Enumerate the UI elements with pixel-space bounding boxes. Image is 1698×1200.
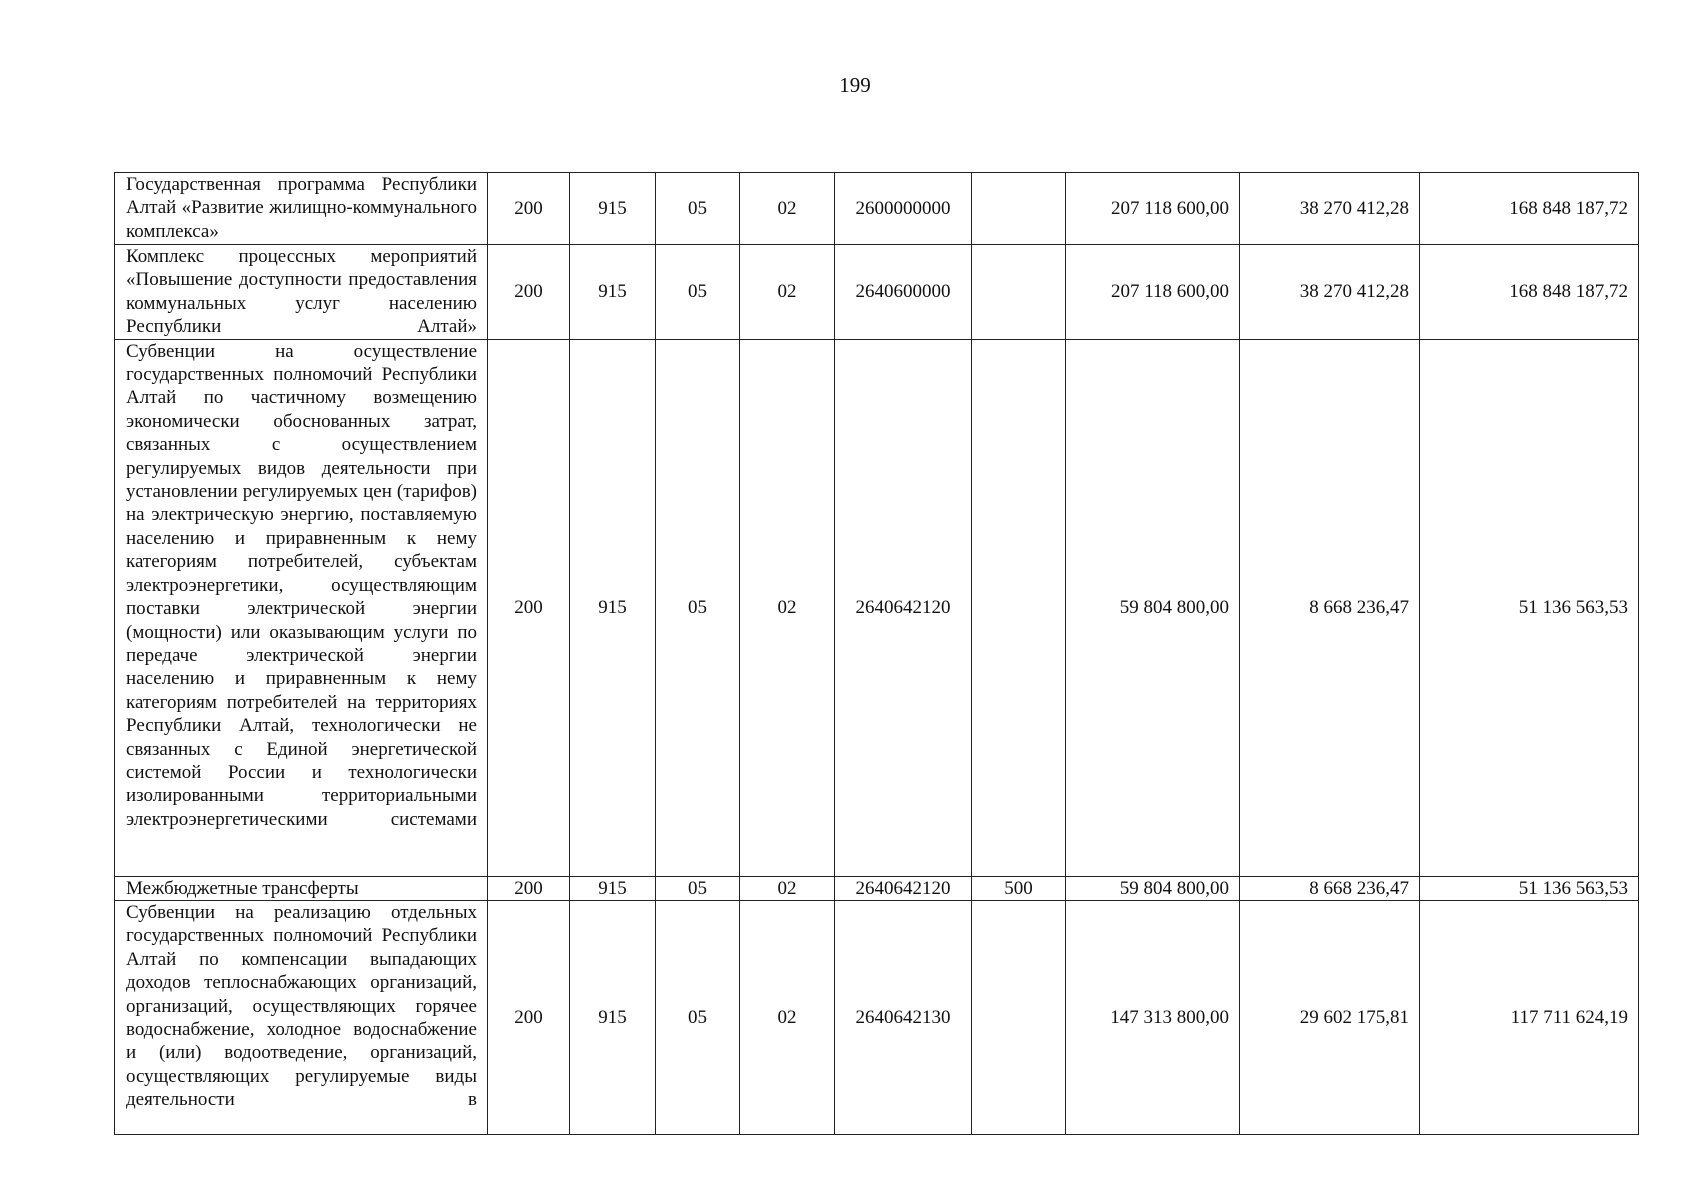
approved-amount-cell: 59 804 800,00 [1066, 339, 1240, 876]
subsection-cell: 02 [740, 901, 835, 1135]
code-cell: 200 [488, 901, 570, 1135]
section-cell: 05 [656, 901, 740, 1135]
approved-amount-cell: 207 118 600,00 [1066, 245, 1240, 340]
target-article-cell: 2640600000 [835, 245, 972, 340]
ministry-cell: 915 [570, 245, 656, 340]
ministry-cell: 915 [570, 173, 656, 245]
code-cell: 200 [488, 173, 570, 245]
expense-type-cell: 500 [972, 876, 1066, 900]
approved-amount-cell: 147 313 800,00 [1066, 901, 1240, 1135]
remaining-amount-cell: 117 711 624,19 [1420, 901, 1639, 1135]
table-row [115, 245, 1639, 340]
row-description: Комплекс процессных мероприятий «Повышение доступности предоставления коммунальных услуг населению Республики Алтай» [115, 245, 488, 340]
target-article-cell: 2640642120 [835, 876, 972, 900]
code-cell: 200 [488, 876, 570, 900]
target-article-cell: 2640642130 [835, 901, 972, 1135]
remaining-amount-cell: 168 848 187,72 [1420, 245, 1639, 340]
expense-type-cell [972, 245, 1066, 340]
section-cell: 05 [656, 876, 740, 900]
subsection-cell: 02 [740, 339, 835, 876]
table-row [115, 876, 1639, 900]
approved-amount-cell: 59 804 800,00 [1066, 876, 1240, 900]
section-cell: 05 [656, 245, 740, 340]
table-row [115, 173, 1639, 245]
target-article-cell: 2600000000 [835, 173, 972, 245]
row-description: Межбюджетные трансферты [115, 876, 488, 900]
row-description: Государственная программа Республики Алтай «Развитие жилищно-коммунального комплекса» [115, 173, 488, 245]
subsection-cell: 02 [740, 173, 835, 245]
executed-amount-cell: 8 668 236,47 [1240, 339, 1420, 876]
budget-table [114, 172, 1639, 1135]
table-row [115, 339, 1639, 876]
expense-type-cell [972, 173, 1066, 245]
target-article-cell: 2640642120 [835, 339, 972, 876]
section-cell: 05 [656, 339, 740, 876]
ministry-cell: 915 [570, 901, 656, 1135]
subsection-cell: 02 [740, 876, 835, 900]
ministry-cell: 915 [570, 339, 656, 876]
expense-type-cell [972, 339, 1066, 876]
executed-amount-cell: 38 270 412,28 [1240, 245, 1420, 340]
code-cell: 200 [488, 339, 570, 876]
code-cell: 200 [488, 245, 570, 340]
section-cell: 05 [656, 173, 740, 245]
executed-amount-cell: 38 270 412,28 [1240, 173, 1420, 245]
page-number: 199 [839, 73, 871, 97]
executed-amount-cell: 8 668 236,47 [1240, 876, 1420, 900]
table-row [115, 901, 1639, 1135]
subsection-cell: 02 [740, 245, 835, 340]
expense-type-cell [972, 901, 1066, 1135]
row-description: Субвенции на осуществление государственных полномочий Республики Алтай по частичному возмещению экономически обоснованных затрат, связанных с осуществлением регулируемых видов деятельности при установлении регулируемых цен (тарифов) на электрическую энергию, поставляемую населению и приравненным к нему категориям потребителей, субъектам электроэнергетики, осуществляющим поставки электрической энергии (мощности) или оказывающим услуги по передаче электрической энергии населению и приравненным к нему категориям потребителей на территориях Республики Алтай, технологически не связанных с Единой энергетической системой России и технологически изолированными территориальными электроэнергетическими системами [115, 339, 488, 876]
approved-amount-cell: 207 118 600,00 [1066, 173, 1240, 245]
ministry-cell: 915 [570, 876, 656, 900]
row-description: Субвенции на реализацию отдельных государственных полномочий Республики Алтай по компенсации выпадающих доходов теплоснабжающих организаций, организаций, осуществляющих горячее водоснабжение, холодное водоснабжение и (или) водоотведение, организаций, осуществляющих регулируемые виды деятельности в [115, 901, 488, 1135]
remaining-amount-cell: 51 136 563,53 [1420, 876, 1639, 900]
remaining-amount-cell: 168 848 187,72 [1420, 173, 1639, 245]
remaining-amount-cell: 51 136 563,53 [1420, 339, 1639, 876]
executed-amount-cell: 29 602 175,81 [1240, 901, 1420, 1135]
